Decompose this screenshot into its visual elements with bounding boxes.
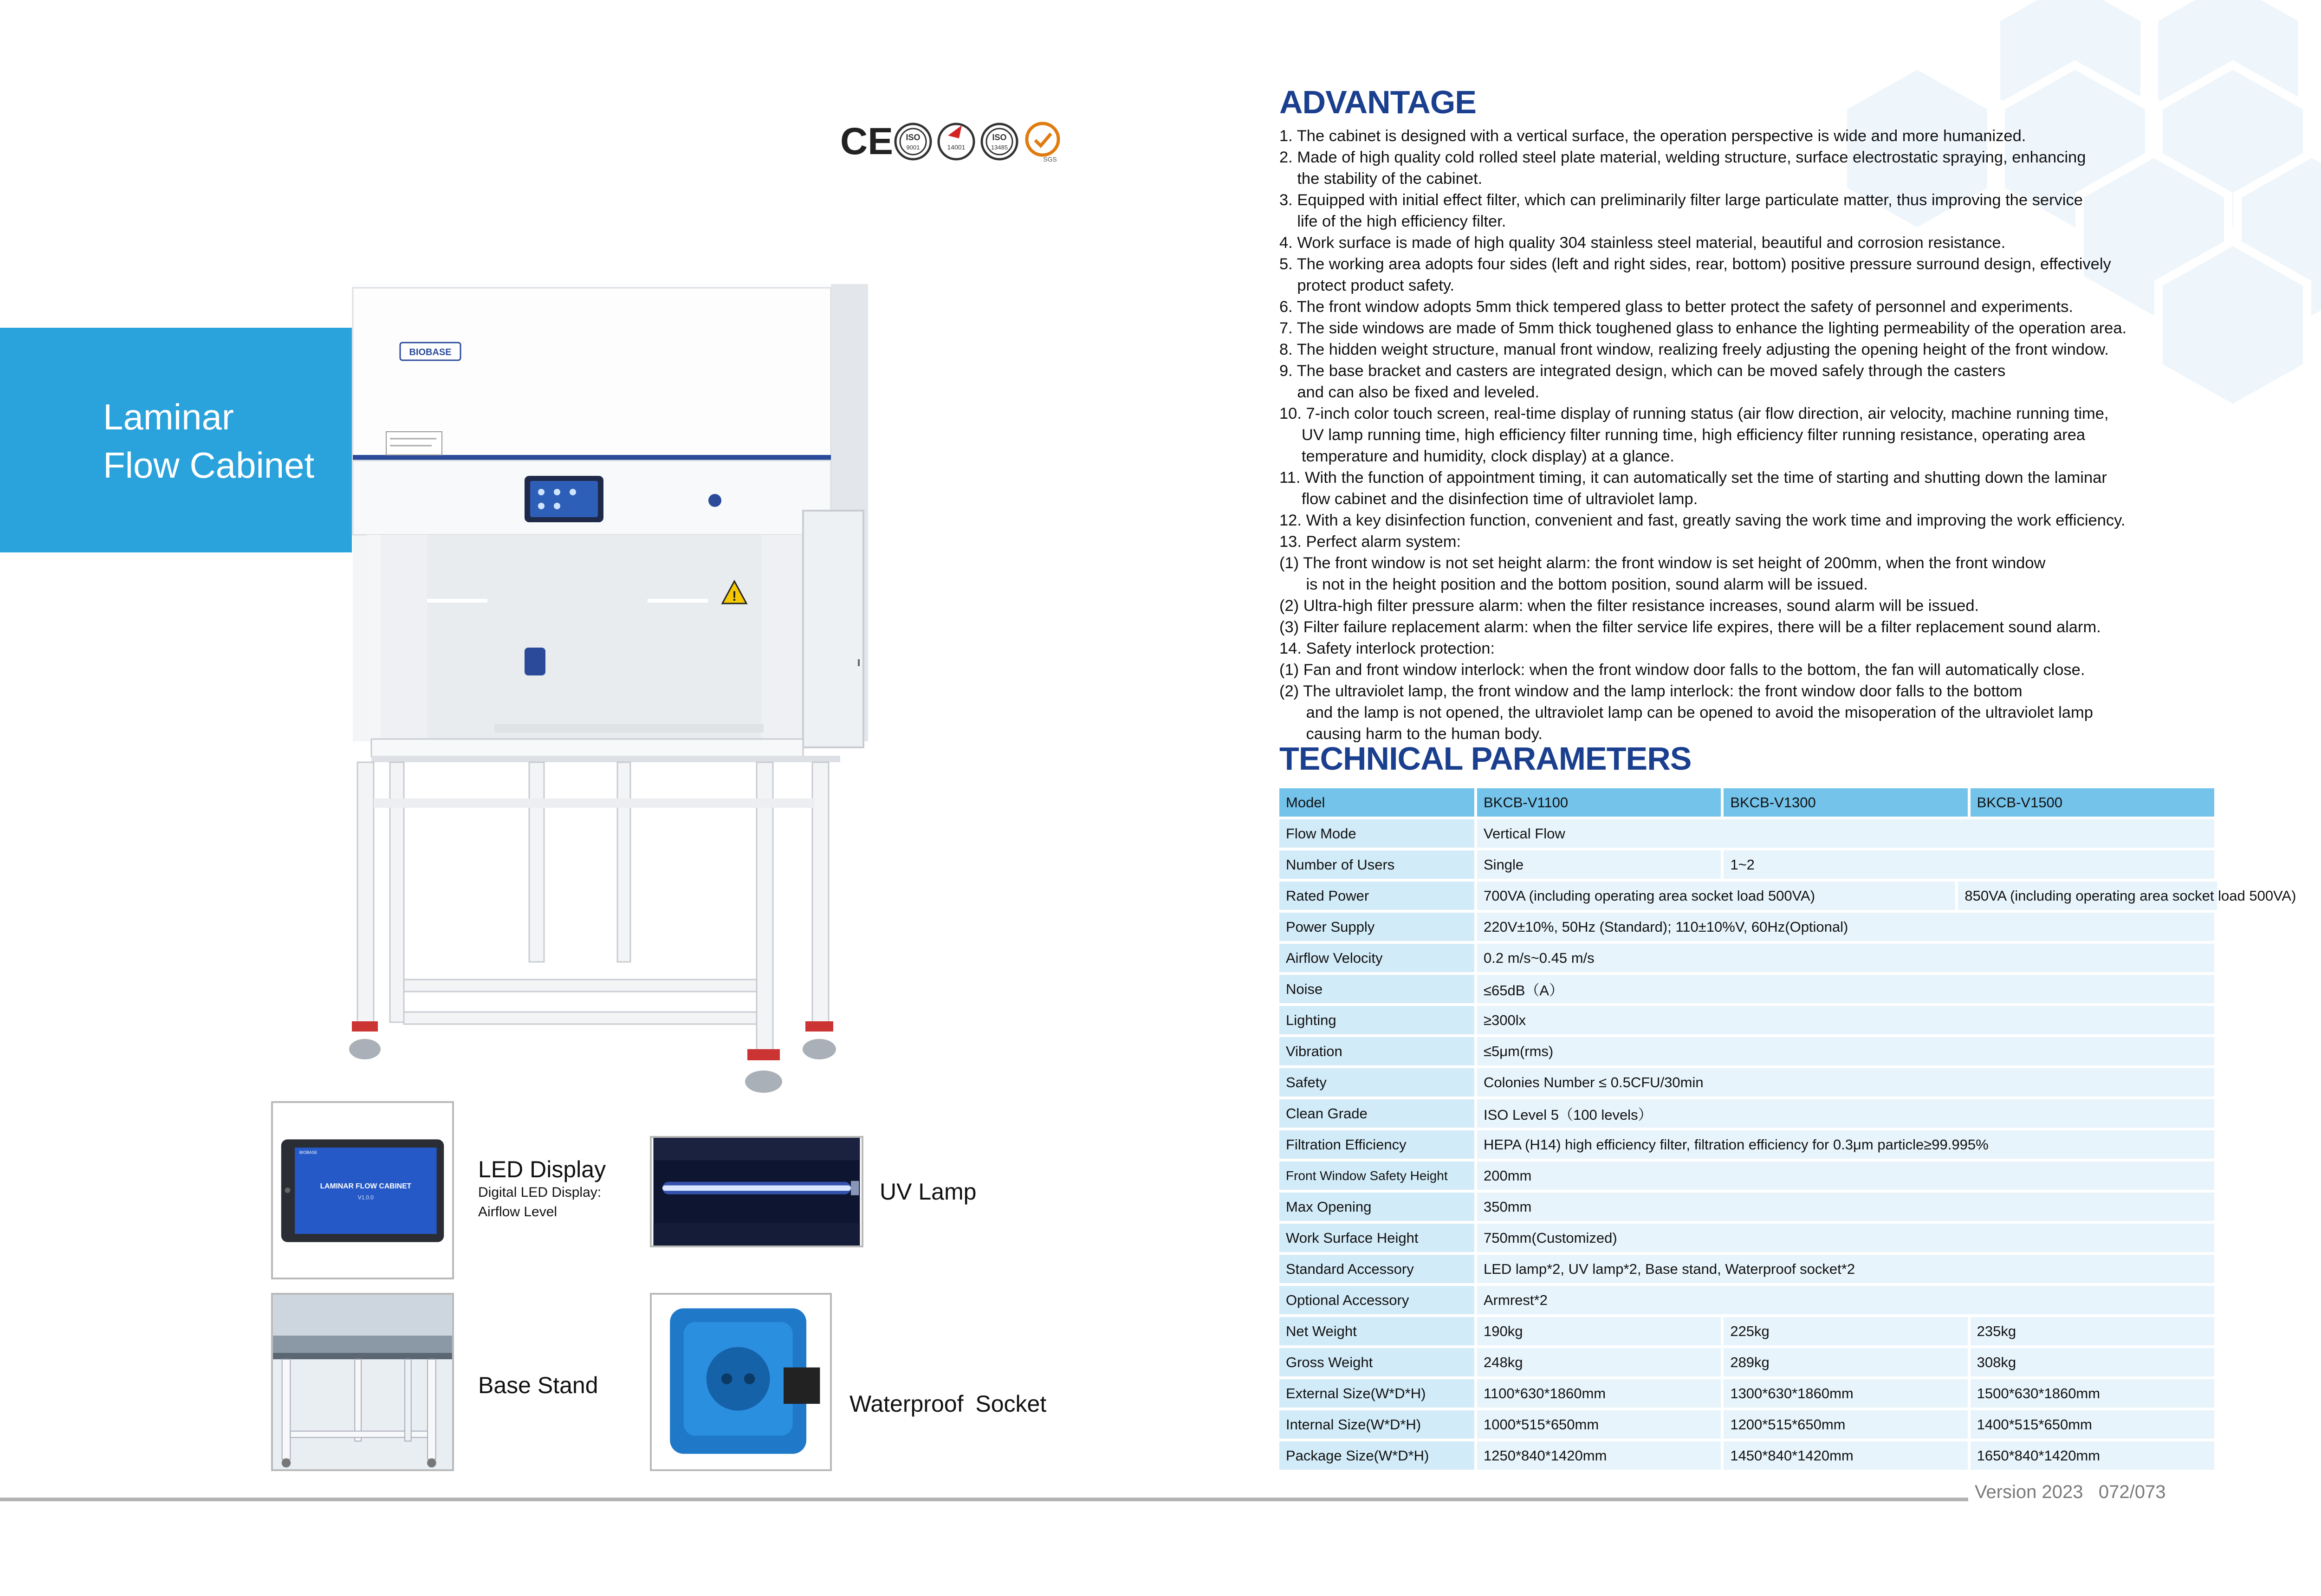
product-title: Laminar Flow Cabinet [103,396,315,486]
svg-text:ISO: ISO [992,133,1007,142]
advantage-line: the stability of the cabinet. [1279,170,1483,188]
advantage-heading: ADVANTAGE [1279,84,1476,120]
advantage-line: temperature and humidity, clock display) at a glance. [1279,448,1674,465]
advantage-list [1279,125,2231,745]
table-row-label: Gross Weight [1279,1348,1474,1376]
advantage-line: (1) The front window is not set height alarm: the front window is set height of 200mm, when the front window [1279,554,2046,572]
table-cell: 850VA (including operating area socket load 500VA) [1958,882,2217,910]
waterproof-socket-title: Waterproof Socket [849,1391,1047,1417]
advantage-line: 11. With the function of appointment timing, it can automatically set the time of starting and shutting down the laminar [1279,469,2107,487]
table-row-label: Number of Users [1279,850,1474,879]
table-row-label: Airflow Velocity [1279,944,1474,972]
table-cell: 235kg [1971,1317,2214,1345]
table-cell: 1500*630*1860mm [1971,1379,2214,1408]
table-row-label: Internal Size(W*D*H) [1279,1410,1474,1439]
led-display-thumbnail [271,1101,454,1279]
table-row-label: Standard Accessory [1279,1255,1474,1283]
advantage-line: 3. Equipped with initial effect filter, which can preliminarily filter large particulate matter, thus improving the service [1279,191,2083,209]
table-cell: 1200*515*650mm [1724,1410,1967,1439]
svg-text:!: ! [732,589,737,604]
base-stand-title: Base Stand [478,1372,598,1398]
table-cell: Vertical Flow [1477,819,2214,848]
advantage-line: is not in the height position and the bottom position, sound alarm will be issued. [1279,576,1868,593]
table-row-label: Vibration [1279,1037,1474,1065]
advantage-line: protect product safety. [1279,277,1455,294]
technical-parameters-table [1279,788,2296,1470]
advantage-line: 6. The front window adopts 5mm thick tempered glass to better protect the safety of personnel and experiments. [1279,298,2073,316]
table-cell: Colonies Number ≤ 0.5CFU/30min [1477,1068,2214,1096]
table-cell: BKCB-V1100 [1477,788,1721,817]
table-cell: 1300*630*1860mm [1724,1379,1967,1408]
advantage-line: flow cabinet and the disinfection time of ultraviolet lamp. [1279,490,1698,508]
table-cell: 289kg [1724,1348,1967,1376]
svg-text:13485: 13485 [991,144,1008,151]
table-row-label: Clean Grade [1279,1099,1474,1128]
table-row-label: Work Surface Height [1279,1224,1474,1252]
table-cell: 1400*515*650mm [1971,1410,2214,1439]
table-cell: 0.2 m/s~0.45 m/s [1477,944,2214,972]
svg-text:14001: 14001 [947,143,966,151]
brand-text: BIOBASE [409,347,452,357]
ce-mark: CE [840,121,893,162]
footer-page-info [1975,1482,2165,1503]
waterproof-socket-thumbnail [650,1293,832,1471]
table-cell: Single [1477,850,1721,879]
technical-parameters-heading: TECHNICAL PARAMETERS [1279,740,1692,777]
table-row-label: Rated Power [1279,882,1474,910]
table-cell: ISO Level 5（100 levels） [1477,1099,2214,1128]
svg-text:9001: 9001 [906,144,920,151]
advantage-line: causing harm to the human body. [1279,725,1543,743]
table-cell: 1250*840*1420mm [1477,1441,1721,1470]
table-row-label: Net Weight [1279,1317,1474,1345]
table-cell: 1000*515*650mm [1477,1410,1721,1439]
table-cell: 248kg [1477,1348,1721,1376]
table-row-label: Package Size(W*D*H) [1279,1441,1474,1470]
advantage-line: (2) Ultra-high filter pressure alarm: when the filter resistance increases, sound alarm will be issued. [1279,597,1979,615]
advantage-line: 13. Perfect alarm system: [1279,533,1461,551]
table-cell: 1100*630*1860mm [1477,1379,1721,1408]
footer-page-numbers: 072/073 [2098,1482,2166,1502]
advantage-line: (3) Filter failure replacement alarm: when the filter service life expires, there will be a filter replacement sound alarm. [1279,618,2101,636]
led-screen-title: LAMINAR FLOW CABINET [320,1182,412,1191]
brand-label [400,343,460,360]
table-row-label: Lighting [1279,1006,1474,1034]
table-cell: BKCB-V1500 [1971,788,2214,817]
table-row-label: Filtration Efficiency [1279,1130,1474,1159]
advantage-line: 1. The cabinet is designed with a vertical surface, the operation perspective is wide and more humanized. [1279,127,2026,145]
table-cell: 225kg [1724,1317,1967,1345]
table-cell: 700VA (including operating area socket load 500VA) [1477,882,1955,910]
advantage-line: 4. Work surface is made of high quality 304 stainless steel material, beautiful and corrosion resistance. [1279,234,2006,252]
footer-divider [0,1498,1968,1501]
iso-13485-logo [982,124,1017,159]
advantage-line: 14. Safety interlock protection: [1279,640,1495,657]
table-cell: HEPA (H14) high efficiency filter, filtration efficiency for 0.3μm particle≥99.995% [1477,1130,2214,1159]
table-cell: 190kg [1477,1317,1721,1345]
led-display-subtitle: Digital LED Display: Airflow Level [478,1185,602,1220]
table-cell: 1650*840*1420mm [1971,1441,2214,1470]
table-row-label: Optional Accessory [1279,1286,1474,1314]
laminar-flow-cabinet-illustration [339,279,873,1105]
advantage-line: 5. The working area adopts four sides (left and right sides, rear, bottom) positive pressure surround design, effectively [1279,255,2111,273]
led-display-title: LED Display [478,1156,606,1182]
table-row-label: Noise [1279,975,1474,1003]
advantage-line: 7. The side windows are made of 5mm thick toughened glass to enhance the lighting permeability of the operation area. [1279,319,2127,337]
table-cell: BKCB-V1300 [1724,788,1967,817]
advantage-line: 8. The hidden weight structure, manual front window, realizing freely adjusting the opening height of the front window. [1279,341,2109,358]
table-cell: 200mm [1477,1161,2214,1190]
svg-text:ISO: ISO [906,133,921,142]
table-cell: 308kg [1971,1348,2214,1376]
advantage-line: UV lamp running time, high efficiency filter running time, high efficiency filter running resistance, operating area [1279,426,2086,444]
uv-lamp-thumbnail [650,1136,863,1247]
advantage-line: and can also be fixed and leveled. [1279,383,1540,401]
table-row-label: Power Supply [1279,913,1474,941]
table-row-label: Max Opening [1279,1193,1474,1221]
certification-logos [840,121,1063,162]
advantage-line: 10. 7-inch color touch screen, real-time display of running status (air flow direction, air velocity, machine running time, [1279,405,2109,422]
base-stand-thumbnail [271,1293,454,1471]
table-cell: 220V±10%, 50Hz (Standard); 110±10%V, 60Hz(Optional) [1477,913,2214,941]
advantage-line: and the lamp is not opened, the ultraviolet lamp can be opened to avoid the misoperation of the ultraviolet lamp [1279,704,2093,721]
svg-text:SGS: SGS [1043,156,1057,162]
advantage-line: 9. The base bracket and casters are integrated design, which can be moved safely through the casters [1279,362,2006,380]
table-cell: 750mm(Customized) [1477,1224,2214,1252]
table-cell: LED lamp*2, UV lamp*2, Base stand, Waterproof socket*2 [1477,1255,2214,1283]
table-cell: Armrest*2 [1477,1286,2214,1314]
table-cell: 1450*840*1420mm [1724,1441,1967,1470]
iso-9001-logo [895,124,931,159]
table-row-label: Front Window Safety Height [1279,1161,1474,1190]
chamber-socket-icon [525,648,545,675]
sgs-logo [1027,123,1058,162]
table-cell: ≤65dB（A） [1477,975,2214,1003]
led-screen-version: V1.0.0 [357,1194,374,1201]
led-screen-brand: BIOBASE [299,1150,318,1155]
advantage-line: (1) Fan and front window interlock: when the front window door falls to the bottom, the fan will automatically close. [1279,661,2085,679]
table-row-label: External Size(W*D*H) [1279,1379,1474,1408]
table-cell: ≥300lx [1477,1006,2214,1034]
table-cell: 1~2 [1724,850,2214,879]
advantage-line: life of the high efficiency filter. [1279,213,1506,230]
table-cell: ≤5μm(rms) [1477,1037,2214,1065]
advantage-line: 12. With a key disinfection function, convenient and fast, greatly saving the work time and improving the work efficiency. [1279,512,2126,529]
table-row-label: Flow Mode [1279,819,1474,848]
table-cell: 350mm [1477,1193,2214,1221]
footer-version: Version 2023 [1975,1482,2083,1502]
table-row-label: Model [1279,788,1474,817]
advantage-line: (2) The ultraviolet lamp, the front window and the lamp interlock: the front window door falls to the bottom [1279,682,2023,700]
table-row-label: Safety [1279,1068,1474,1096]
uv-lamp-title: UV Lamp [880,1179,977,1205]
title-banner [0,328,352,552]
iso-14001-logo [939,124,974,159]
advantage-line: 2. Made of high quality cold rolled steel plate material, welding structure, surface electrostatic spraying, enhancing [1279,149,2086,166]
